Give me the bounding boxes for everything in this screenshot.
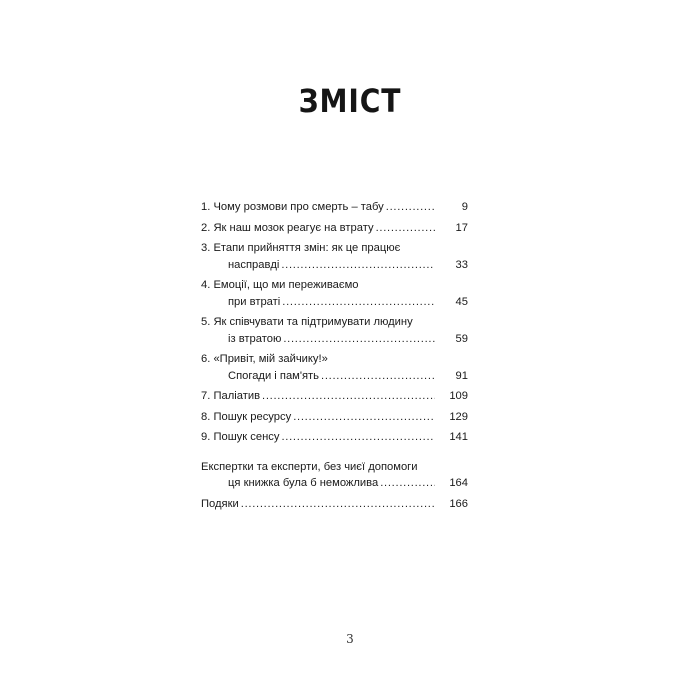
toc-entry-label: насправді <box>228 258 280 271</box>
leader-dots <box>262 388 435 405</box>
leader-dots <box>282 294 435 311</box>
page-title: ЗМІСТ <box>298 82 402 120</box>
toc-entry-label: 8. Пошук ресурсу <box>201 410 292 423</box>
toc-entry-label: Спогади і пам'ять <box>228 369 320 382</box>
toc-entry-label: Подяки <box>201 497 239 510</box>
toc-entry-experts <box>201 459 468 492</box>
toc-entry-7 <box>201 388 468 405</box>
toc-entry-label: 2. Як наш мозок реагує на втрату <box>201 221 374 234</box>
toc-page-number: 164 <box>449 477 468 489</box>
toc-page-number: 9 <box>461 201 468 213</box>
toc-entry-8 <box>201 409 468 426</box>
leader-dots <box>281 429 435 446</box>
leader-dots <box>283 331 435 348</box>
toc-entry-6 <box>201 351 468 384</box>
toc-entry-3 <box>201 240 468 273</box>
toc-entry-label: 9. Пошук сенсу <box>201 431 280 443</box>
page-number: 3 <box>346 632 354 646</box>
toc-entry-title: Експертки та експерти, без чиєї допомоги <box>201 460 418 473</box>
toc-entry-label: при втраті <box>228 295 281 308</box>
toc-entry-title: 5. Як співчувати та підтримувати людину <box>201 316 413 328</box>
leader-dots <box>281 257 435 274</box>
toc-page-number: 33 <box>455 258 468 271</box>
leader-dots <box>380 475 435 492</box>
toc-entry-5 <box>201 314 468 347</box>
leader-dots <box>293 409 435 426</box>
toc-page-number: 59 <box>455 332 468 345</box>
toc-entry-9 <box>201 429 468 446</box>
toc-page-number: 109 <box>449 390 468 402</box>
toc-entry-title: 6. «Привіт, мій зайчику!» <box>201 353 328 365</box>
leader-dots <box>321 368 435 385</box>
toc-entry-label: із втратою <box>228 332 282 345</box>
toc-entry-title: 3. Етапи прийняття змін: як це працює <box>201 242 401 254</box>
toc-page-number: 129 <box>449 410 468 423</box>
toc-page-number: 45 <box>455 295 468 308</box>
toc-entry-label: 7. Паліатив <box>201 390 261 402</box>
leader-dots <box>386 199 435 216</box>
toc-entry-1 <box>201 199 468 216</box>
toc-entry-title: 4. Емоції, що ми переживаємо <box>201 279 359 291</box>
table-of-contents <box>201 199 468 512</box>
toc-entry-4 <box>201 277 468 310</box>
toc-entry-label: 1. Чому розмови про смерть – табу <box>201 201 384 213</box>
leader-dots <box>241 496 435 513</box>
toc-entry-2 <box>201 220 468 237</box>
toc-page-number: 91 <box>455 369 468 382</box>
toc-entry-label: ця книжка була б неможлива <box>228 477 379 489</box>
toc-page-number: 17 <box>455 221 468 234</box>
toc-page-number: 166 <box>449 497 468 510</box>
toc-entry-acknowledgements <box>201 496 468 513</box>
toc-page-number: 141 <box>449 431 468 443</box>
leader-dots <box>376 220 435 237</box>
